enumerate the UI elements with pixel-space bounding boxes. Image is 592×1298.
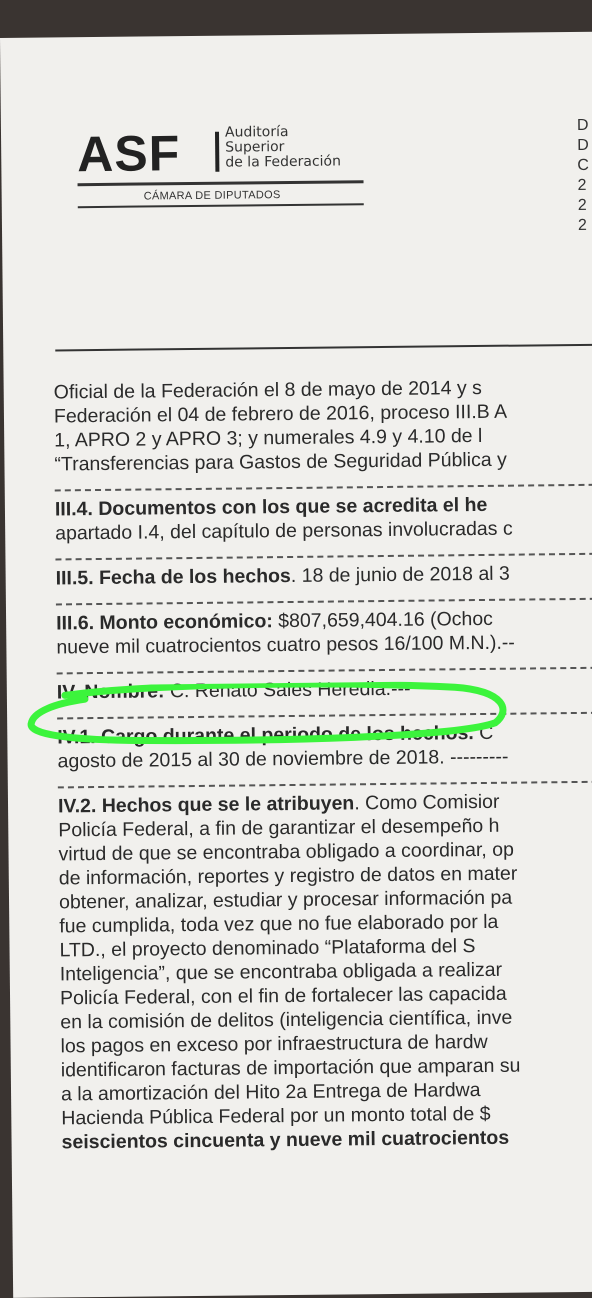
document-body bbox=[54, 375, 592, 1155]
text-line: obtener, analizar, estudiar y procesar información pa bbox=[58, 886, 513, 914]
text-line: nueve mil cuatrocientos cuatro pesos 16/100 M.N.).-- bbox=[56, 631, 515, 659]
asf-logo bbox=[76, 122, 367, 203]
dashed-rule bbox=[55, 543, 592, 561]
logo-acronym: ASF bbox=[76, 125, 181, 183]
section-text: . 18 de junio de 2018 al 3 bbox=[290, 562, 510, 587]
section-text: $807,659,404.16 (Ochoc bbox=[272, 607, 493, 633]
code-char: 2 bbox=[577, 176, 587, 194]
section-heading: IV. Nombre: bbox=[56, 680, 165, 704]
text-line: 1, APRO 2 y APRO 3; y numerales 4.9 y 4.10 de l bbox=[54, 424, 483, 452]
code-char: C bbox=[577, 156, 590, 174]
text-line: a la amortización del Hito 2a Entrega de Hardwa bbox=[60, 1079, 481, 1106]
text-line: Inteligencia”, que se encontraba obligada a realizar bbox=[59, 958, 503, 986]
header-rule bbox=[55, 344, 592, 352]
section-text: . Como Comisior bbox=[354, 790, 500, 815]
section-heading: IV.1. Cargo durante el periodo de los hechos. bbox=[57, 722, 474, 749]
dashed-rule bbox=[56, 588, 592, 606]
text-line: los pagos en exceso por infraestructura de hardw bbox=[60, 1030, 488, 1058]
text-line: virtud de que se encontraba obligado a coordinar, op bbox=[58, 838, 514, 866]
dashed-rule bbox=[58, 771, 592, 789]
text-line: de información, reportes y registro de datos en mater bbox=[58, 862, 518, 890]
section-heading: III.5. Fecha de los hechos bbox=[55, 564, 291, 590]
text-line: LTD., el proyecto denominado “Plataforma del S bbox=[59, 935, 476, 962]
right-margin-codes bbox=[577, 116, 590, 236]
code-char: D bbox=[577, 136, 589, 154]
text-line: en la comisión de delitos (inteligencia científica, inve bbox=[60, 1006, 513, 1034]
logo-divider bbox=[215, 132, 219, 172]
section-text: C bbox=[473, 721, 494, 745]
highlight-marker bbox=[25, 681, 512, 748]
text-line: Federación el 04 de febrero de 2016, proceso III.B A bbox=[53, 400, 508, 428]
dashed-rule bbox=[57, 657, 592, 675]
text-line: Oficial de la Federación el 8 de mayo de 2014 y s bbox=[53, 376, 482, 404]
section-text: C. Renato Sales Heredia.--- bbox=[164, 677, 411, 703]
text-line: agosto de 2015 al 30 de noviembre de 2018. --------- bbox=[57, 745, 509, 773]
logo-name-line: de la Federación bbox=[225, 153, 342, 171]
text-line: Policía Federal, con el fin de fortalecer las capacida bbox=[59, 982, 507, 1010]
section-heading: IV.2. Hechos que se le atribuyen bbox=[57, 792, 355, 818]
highlight-stroke bbox=[31, 682, 504, 743]
text-line: apartado I.4, del capítulo de personas involucradas c bbox=[55, 517, 513, 545]
code-char: 2 bbox=[577, 216, 587, 234]
text-line: fue cumplida, toda vez que no fue elaborado por la bbox=[59, 910, 499, 938]
section-heading: III.4. Documentos con los que se acredita el he bbox=[54, 493, 488, 521]
logo-rule bbox=[78, 203, 364, 208]
text-line: seiscientos cincuenta y nueve mil cuatrocientos bbox=[61, 1126, 510, 1154]
dashed-rule bbox=[55, 474, 592, 492]
code-char: 2 bbox=[577, 196, 587, 214]
logo-name-line: Auditoría bbox=[224, 123, 289, 141]
logo-chamber: CÁMARA DE DIPUTADOS bbox=[143, 189, 281, 203]
logo-name-line: Superior bbox=[225, 139, 285, 156]
section-heading: III.6. Monto económico: bbox=[56, 610, 273, 635]
section-III-5 bbox=[56, 561, 592, 591]
text-line: Policía Federal, a fin de garantizar el desempeño h bbox=[58, 814, 500, 842]
text-line: Hacienda Pública Federal por un monto total de $ bbox=[61, 1102, 491, 1130]
text-line: “Transferencias para Gastos de Seguridad Pública y bbox=[54, 448, 507, 476]
text-line: identificaron facturas de importación que amparan su bbox=[60, 1054, 521, 1082]
document-page bbox=[0, 32, 592, 1298]
code-char: D bbox=[576, 116, 589, 134]
logo-name bbox=[225, 124, 341, 170]
